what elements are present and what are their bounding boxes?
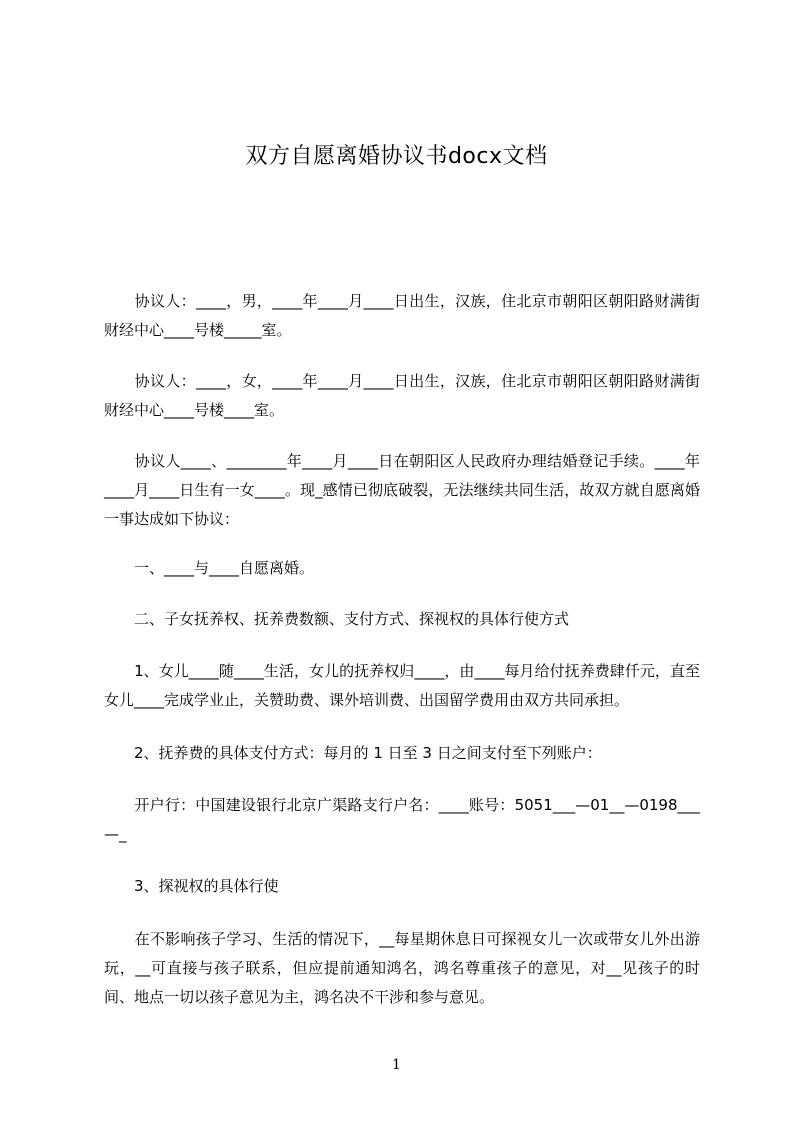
paragraph-article-1: 一、____与____自愿离婚。 (104, 559, 315, 577)
paragraph-visitation: 在不影响孩子学习、生活的情况下，__每星期休息日可探视女儿一次或带女儿外出游玩，__可直接与孩子联系，但应提前通知鸿名，鸿名尊重孩子的意见，对__见孩子的时间、地点一切以孩子意见为主，鸿名决不干涉和参与意见。 (104, 930, 700, 1006)
paragraph-bank-account: 开户行：中国建设银行北京广渠路支行户名：____账号：5051___—01__—0198___—_ (104, 796, 700, 843)
document-title: 双方自愿离婚协议书docx文档 (245, 144, 548, 169)
paragraph-marriage-info: 协议人____、________年____月____日在朝阳区人民政府办理结婚登记手续。____年____月____日生有一女____。现_感情已彻底破裂，无法继续共同生活，故双方就自愿离婚一事达成如下协议： (104, 452, 700, 528)
paragraph-party-female: 协议人：____，女，____年____月____日出生，汉族，住北京市朝阳区朝阳路财满街财经中心____号楼____室。 (104, 372, 700, 419)
paragraph-payment-method: 2、抚养费的具体支付方式：每月的 1 日至 3 日之间支付至下列账户： (104, 744, 602, 762)
paragraph-visitation-heading: 3、探视权的具体行使 (104, 877, 279, 895)
page-number: 1 (392, 1057, 401, 1073)
paragraph-custody: 1、女儿____随____生活，女儿的抚养权归____，由____每月给付抚养费肆仟元，直至女儿____完成学业止，关赞助费、课外培训费、出国留学费用由双方共同承担。 (104, 662, 700, 709)
paragraph-party-male: 协议人：____，男，____年____月____日出生，汉族，住北京市朝阳区朝阳路财满街财经中心____号楼_____室。 (104, 292, 700, 339)
paragraph-article-2-heading: 二、子女抚养权、抚养费数额、支付方式、探视权的具体行使方式 (104, 610, 570, 628)
